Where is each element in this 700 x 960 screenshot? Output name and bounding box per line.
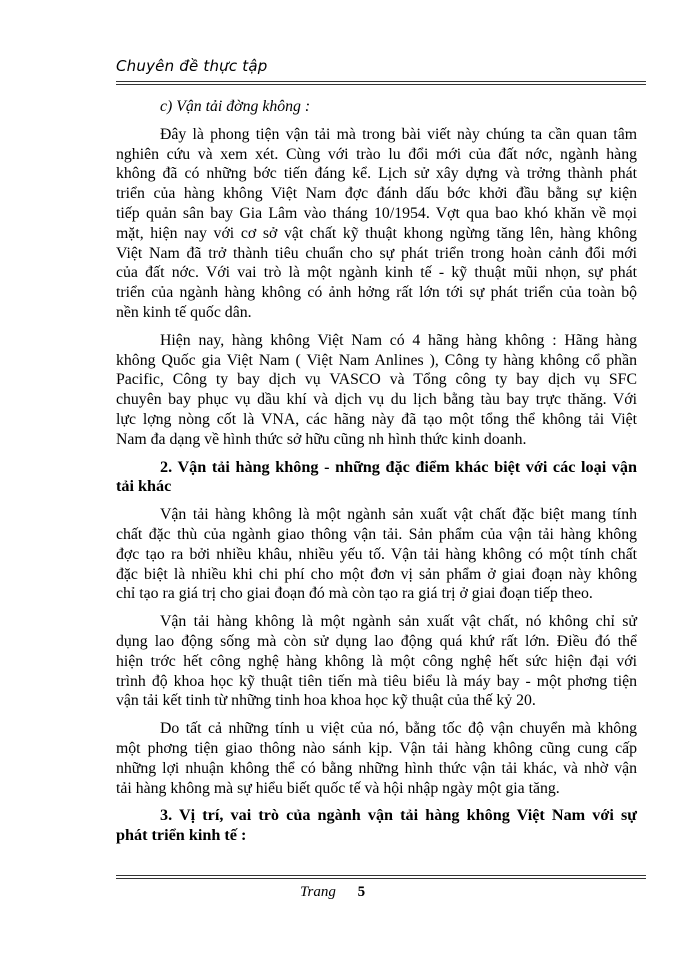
text-line: dụng lao động sống mà còn sử dụng lao động quá khứ rất lớn. Điều đó thể	[116, 632, 637, 650]
text-line: c) Vận tải đờng không :	[160, 98, 311, 115]
text-line: không Quốc gia Việt Nam ( Việt Nam Anlines ), Công ty hàng không cổ phần	[116, 351, 637, 369]
text-line: Pacific, Công ty bay dịch vụ VASCO và Tổng công ty bay dịch vụ SFC	[116, 371, 637, 389]
text-line: tiếp quản sân bay Gia Lâm vào tháng 10/1954. Vợt qua bao khó khăn về mọi	[116, 204, 637, 222]
paragraph	[116, 331, 637, 450]
text-line: lực lợng nòng cốt là VNA, các hãng này đã tạo một tổng thể không tải Việt	[116, 410, 637, 428]
page-footer	[300, 884, 365, 901]
text-line: Vận tải hàng không là một ngành sản xuất vật chất đặc biệt mang tính	[160, 506, 637, 524]
header-divider	[116, 81, 646, 85]
text-line: chỉ tạo ra giá trị cho giai đoạn đó mà còn tạo ra giá trị ở giai đoạn tiếp theo.	[116, 585, 593, 603]
page-number: 5	[357, 884, 366, 900]
subsection-heading	[116, 97, 637, 117]
text-line: đặc biệt là nhiều khi chi phí cho một đơn vị sản phẩm ở giai đoạn này không	[116, 565, 637, 583]
footer-divider	[116, 875, 646, 879]
paragraph	[116, 719, 637, 798]
text-line: tải hàng không mà sự hiểu biết quốc tế và hội nhập ngày một gia tăng.	[116, 779, 560, 797]
text-line: triển của ngành hàng không có ảnh hởng rất lớn tới sự phát triển của toàn bộ	[116, 284, 637, 302]
text-line: Đây là phong tiện vận tải mà trong bài viết này chúng ta cần quan tâm	[160, 125, 637, 143]
paragraph	[116, 505, 637, 604]
text-line: chuyên bay phục vụ dầu khí và dịch vụ du lịch bằng tàu bay trực thăng. Với	[116, 391, 637, 409]
text-line: Việt Nam đã trở thành tiêu chuẩn cho sự phát triển trong hoàn cảnh đổi mới	[116, 244, 637, 262]
text-line: Vận tải hàng không là một ngành sản xuất vật chất, nó không chỉ sử	[160, 613, 637, 631]
text-line: tải khác	[116, 477, 172, 496]
text-line: 3. Vị trí, vai trò của ngành vận tải hàng không Việt Nam với sự	[160, 806, 637, 825]
running-header: Chuyên đề thực tập	[116, 57, 268, 75]
page-label: Trang	[300, 884, 336, 900]
text-line: vận tải kết tinh từ những tinh hoa khoa học kỹ thuật của thế kỷ 20.	[116, 692, 536, 710]
text-line: không đã có những bớc tiến đáng kể. Lịch sử xây dựng và trởng thành phát	[116, 165, 637, 183]
paragraph	[116, 612, 637, 711]
text-line: Do tất cả những tính u việt của nó, bằng tốc độ vận chuyển mà không	[160, 720, 637, 738]
text-line: của đất nớc. Với vai trò là một ngành kinh tế - kỹ thuật mũi nhọn, sự phát	[116, 264, 637, 282]
text-line: trình độ khoa học kỹ thuật tiên tiến mà tiêu biểu là máy bay - một phơng tiện	[116, 672, 637, 690]
text-line: nghiên cứu và xem xét. Cùng với trào lu đổi mới của đất nớc, ngành hàng	[116, 145, 637, 163]
text-line: chất đặc thù của ngành giao thông vận tải. Sản phẩm của vận tải hàng không	[116, 525, 637, 543]
text-line: triển của hàng không Việt Nam đợc đánh dấu bớc khởi đầu bằng sự kiện	[116, 185, 637, 203]
paragraph	[116, 125, 637, 323]
text-line: 2. Vận tải hàng không - những đặc điểm khác biệt với các loại vận	[160, 457, 637, 476]
text-line: Nam đa dạng về hình thức sở hữu cũng nh hình thức kinh doanh.	[116, 430, 527, 448]
section-heading	[116, 458, 637, 498]
document-body	[116, 97, 637, 846]
text-line: Hiện nay, hàng không Việt Nam có 4 hãng hàng không : Hãng hàng	[160, 331, 637, 349]
section-heading	[116, 806, 637, 846]
text-line: phát triển kinh tế :	[116, 826, 247, 845]
text-line: đợc tạo ra bởi nhiều khâu, nhiều yếu tố. Vận tải hàng không có một tính chất	[116, 545, 637, 563]
text-line: hiện trớc hết công nghệ hàng không là một công nghệ hết sức hiện đại với	[116, 652, 637, 670]
text-line: những lợi nhuận không thể có bằng những hình thức vận tải khác, và nhờ vận	[116, 759, 637, 777]
text-line: một phơng tiện giao thông nào sánh kịp. Vận tải hàng không cũng cung cấp	[116, 739, 637, 757]
text-line: mặt, hiện nay với cơ sở vật chất kỹ thuật khong ngừng tăng lên, hàng không	[116, 224, 637, 242]
text-line: nền kinh tế quốc dân.	[116, 303, 252, 321]
